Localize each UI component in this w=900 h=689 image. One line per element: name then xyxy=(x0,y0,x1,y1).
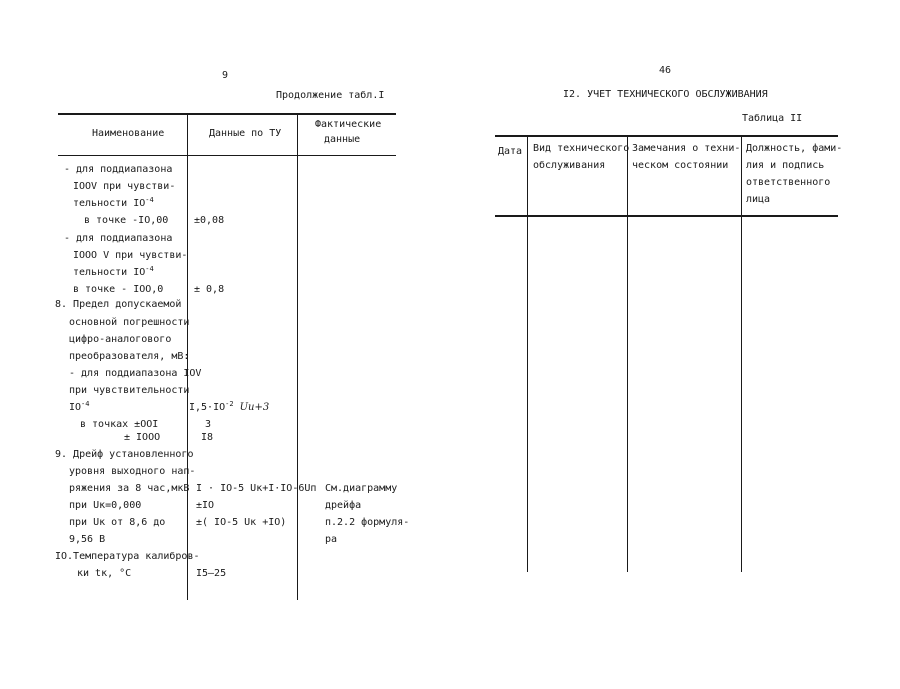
actual-note: ра xyxy=(325,534,338,545)
row-text: в точках ±OOI xyxy=(80,419,159,430)
spec-value: I8 xyxy=(201,432,214,443)
row-text: в точке -IO,00 xyxy=(84,215,169,226)
table-header-rule xyxy=(495,215,838,217)
spec-value: ± 0,8 xyxy=(194,284,225,295)
row-text: тельности $IO^{-4}$ xyxy=(73,265,154,278)
header-notes: ческом состоянии xyxy=(632,160,729,171)
row-text: при Uк=0,000 xyxy=(69,500,142,511)
spec-value: I5–25 xyxy=(196,568,227,579)
header-name: Наименование xyxy=(92,128,165,139)
header-position: лия и подпись xyxy=(746,160,825,171)
row-text: тельности $IO^{-4}$ xyxy=(73,196,154,209)
table-label: Таблица II xyxy=(742,113,803,124)
row-text: уровня выходного нап- xyxy=(69,466,196,477)
row-text: ряжения за 8 час,мкВ xyxy=(69,483,190,494)
row-text: ки tк, °С xyxy=(77,568,132,579)
row-text: - для поддиапазона IOV xyxy=(69,368,202,379)
row-text: IOOV при чувстви- xyxy=(73,181,176,192)
page-number-right: 46 xyxy=(659,65,672,76)
actual-note: См.диаграмму xyxy=(325,483,398,494)
header-position: лица xyxy=(746,194,771,205)
header-kind: обслуживания xyxy=(533,160,606,171)
continuation-title: Продолжение табл.I xyxy=(276,90,385,101)
row-text: преобразователя, мВ: xyxy=(69,351,190,362)
col-divider-2 xyxy=(627,136,628,572)
page-number-left: 9 xyxy=(222,70,229,81)
spec-value: I · IO-5 Uк+I·IO-6Uп xyxy=(196,483,317,494)
col-divider-3 xyxy=(741,136,742,572)
header-actual-2: данные xyxy=(324,134,361,145)
spec-value: $I,5\cdot IO^{-2}$ Uи+3 xyxy=(189,400,270,413)
header-spec: Данные по ТУ xyxy=(209,128,282,139)
header-position: ответственного xyxy=(746,177,831,188)
row-text: основной погрешности xyxy=(69,317,190,328)
row-text: при чувствительности xyxy=(69,385,190,396)
header-actual-1: Фактические xyxy=(315,119,382,130)
row-text: - для поддиапазона xyxy=(64,233,173,244)
table-top-rule xyxy=(495,135,838,137)
actual-note: п.2.2 формуля- xyxy=(325,517,410,528)
header-notes: Замечания о техни- xyxy=(632,143,741,154)
header-kind: Вид технического xyxy=(533,143,630,154)
col-divider-2 xyxy=(297,114,298,600)
header-position: Должность, фами- xyxy=(746,143,843,154)
row-text: - для поддиапазона xyxy=(64,164,173,175)
table-top-rule xyxy=(58,113,396,115)
row-text: 8. Предел допускаемой xyxy=(55,299,182,310)
row-text: IOOO V при чувстви- xyxy=(73,250,188,261)
spec-value: ±IO xyxy=(196,500,215,511)
row-text: $IO^{-4}$ xyxy=(69,400,90,413)
row-text: в точке - IOO,0 xyxy=(73,284,164,295)
row-text: цифро-аналогового xyxy=(69,334,172,345)
spec-value: ±( IO-5 Uк +IO) xyxy=(196,517,287,528)
row-text: IO.Температура калибров- xyxy=(55,551,200,562)
row-text: 9. Дрейф установленного xyxy=(55,449,194,460)
col-divider-1 xyxy=(527,136,528,572)
actual-note: дрейфа xyxy=(325,500,362,511)
section-title: I2. УЧЕТ ТЕХНИЧЕСКОГО ОБСЛУЖИВАНИЯ xyxy=(563,89,768,100)
header-date: Дата xyxy=(498,146,523,157)
row-text: ± IOOO xyxy=(124,432,161,443)
spec-value: ±0,08 xyxy=(194,215,225,226)
row-text: 9,56 В xyxy=(69,534,106,545)
row-text: при Uк от 8,6 до xyxy=(69,517,166,528)
table-header-rule xyxy=(58,155,396,156)
spec-value: 3 xyxy=(205,419,212,430)
